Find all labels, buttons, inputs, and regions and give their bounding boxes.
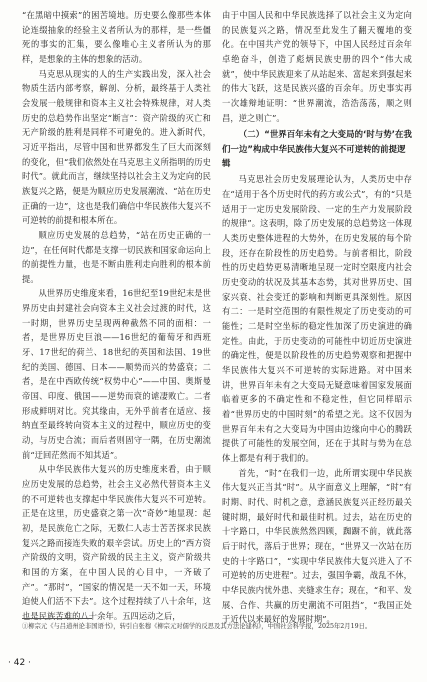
paragraph: “在黑暗中摸索”的困苦境地。历史要么像那些本体论连缀抽象的经验主义者所认为的那样，是一些僵死的事实的汇集，要么像唯心主义者所认为的那样，是想象的主体的想象的活动。 (22, 10, 211, 64)
footnote: ①柳宗元《与吕道州论非国语书》，转引自张穆《柳宗元对儒学的反思及其方法论建构》，中国社会科学报，2025年2月19日。 (22, 623, 372, 630)
paragraph: 马克思社会历史发展理论认为，人类历史中存在“适用于各个历史时代的药方或公式”，有的“只是适用于一定历史发展阶段、一定的生产力发展阶段的规律”。这表明，除了历史发展的总趋势这一体现人类历史整体进程的大势外，在历史发展的每个阶段，还存在阶段性的历史趋势。与前者相比，阶段性的历史趋势更易清晰地呈现一定时空限度内社会历史变动的状况及其基本态势，其对世界历史、国家兴衰、社会变迁的影响和判断更具深刻性。原因有二：一是时空范围的有限性规定了历史变动的可能性；二是时空坐标的稳定性加深了历史演进的确定性。由此，于历史变动的可能性中切近历史演进的确定性，便是以阶段性的历史趋势观察和把握中华民族伟大复兴不可逆转的实际进路。对中国来讲，世界百年未有之大变局无疑意味着国家发展面临着更多的不确定性和不稳定性，但它同样昭示着“世界历史的中国时刻”的希望之光。这不仅因为世界百年未有之大变局为中国由边缘向中心的腾跃提供了可能性的发展空间，还在于其时与势为在总体上都是有利于我们的。 (222, 174, 412, 463)
paragraph: 顺应历史发展的总趋势，“站在历史正确的一边”，在任何时代都是支撑一切民族和国家命运向上的前提性力量，也是不断由胜利走向胜利的根本前提。 (22, 229, 211, 284)
paragraph: 由于中国人民和中华民族选择了以社会主义为定向的民族复兴之路，情况至此发生了翻天覆地的变化。在中国共产党的领导下，中国人民经过百余年卓绝奋斗，创造了彪炳民族史册的四个“伟大成就”，使中华民族迎来了从站起来、富起来到强起来的伟大飞跃，这是民族兴盛的百余年。历史事实再一次雄辩地证明：“世界潮流，浩浩荡荡，顺之则昌，逆之则亡”。 (222, 10, 412, 123)
paragraph: 从中华民族伟大复兴的历史维度来看，由于顺应历史发展的总趋势，社会主义必然代替资本主义的不可逆转也支撑起中华民族伟大复兴不可逆转。正是在这里，历史盛衰之第一次“奇妙”地显现：起初，是民族危亡之际，无数仁人志士苦苦探求民族复兴之路而接连失败的艰辛尝试。历史上的“西方资产阶级的文明，资产阶级的民主主义，资产阶级共和国的方案，在中国人民的心目中，一齐破了产”。“那时”，“国家的情况是一天不如一天，环境迫使人们活不下去”。这个过程持续了八十余年，这也是民族苦难的八十余年。五四运动之后， (22, 464, 211, 621)
left-column (22, 8, 211, 624)
page-number: · 42 · (8, 658, 31, 668)
paragraph: 从世界历史维度来看，16世纪至19世纪末是世界历史由封建社会向资本主义社会过渡的时代，这一时期，世界历史呈现两种截然不同的面相：一者，是世界历史巨浪——16世纪的葡萄牙和西班牙、17世纪的荷兰、18世纪的英国和法国、19世纪的美国、德国、日本——顺势而兴的势盛衰；二者，是在中西欧传统“权势中心”——中国、奥斯曼帝国、印度、俄国——逆势而衰的谑凄败亡。二者形成鲜明对比。究其缘由，无外乎前者在适应、接纳直至最终转向资本主义的过程中，顺应历史的变动，与历史合流；而后者则固守一隅，在历史潮流前“迂回茫然而不知其适”。 (22, 288, 211, 460)
section-heading: （二）“世界百年未有之大变局的‘时与势’在我们一边”构成中华民族伟大复兴不可逆转的前提逻辑 (222, 129, 412, 169)
right-column (222, 8, 412, 627)
footnote-divider (22, 618, 92, 619)
paragraph: 马克思从现实的人的生产实践出发，深入社会物质生活内部考察，解剖、分析，最终基于人类社会发展一般规律和资本主义社会特殊规律，对人类历史的总趋势作出坚定“断言”：资产阶级的灭亡和无产阶级的胜利是同样不可避免的。进入新时代，习近平指出，尽管中国和世界都发生了巨大而深刻的变化，但“我们依然处在马克思主义所指明的历史时代”。就此而言，继续坚持以社会主义为定向的民族复兴之路，便是为顺应历史发展潮流、“站在历史正确的一边”，这也是我们确信中华民族伟大复兴不可逆转的前提和根本所在。 (22, 68, 211, 226)
paragraph: 首先，“时”在我们一边，此所谓实现中华民族伟大复兴正当其“时”。从字面意义上理解，“时”有时期、时代、时机之意，意涵民族复兴正经历最关键时期，最好时代和最佳时机。过去，站在历史的十字路口，中华民族然然四顾，踟蹰不前，就此落后于时代，落后于世界；现在，“世界又一次站在历史的十字路口”，“实现中华民族伟大复兴进入了不可逆转的历史进程”。过去，强国争霸，战乱不休，中华民族内忧外患、夹缝求生存；现在，“和平、发展、合作、共赢的历史潮流不可阻挡”，“我国正处于近代以来最好的发展时期”。 (222, 467, 412, 625)
